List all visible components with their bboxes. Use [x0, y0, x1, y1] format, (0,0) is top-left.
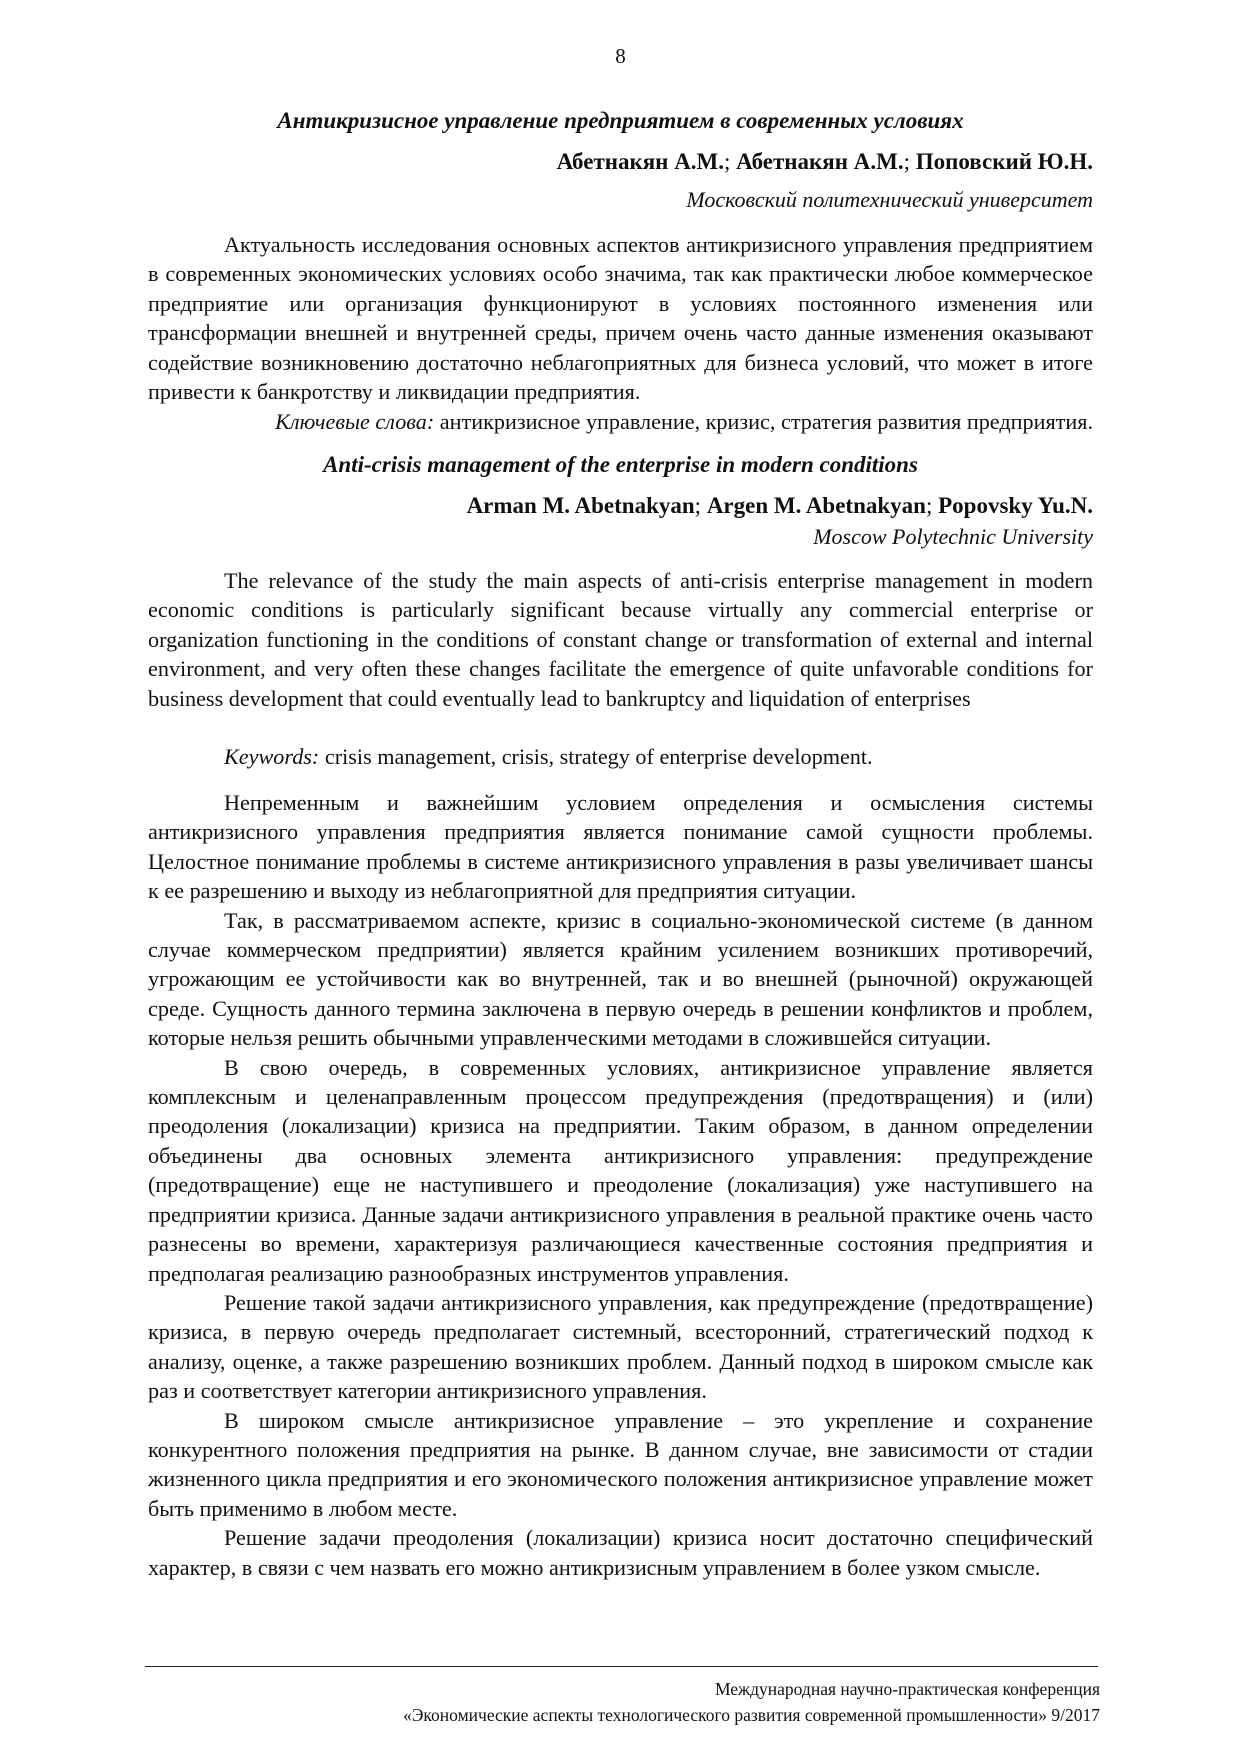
- en-authors: [148, 493, 1093, 519]
- ru-keywords: [148, 407, 1093, 436]
- footer-conference: Международная научно-практическая конференция: [714, 1679, 1100, 1699]
- en-keywords-label: Keywords:: [224, 744, 320, 769]
- ru-author-separator: ;: [903, 149, 916, 174]
- body-paragraph: Решение задачи преодоления (локализации) кризиса носит достаточно специфический характер, в связи с чем назвать его можно антикризисным управлением в более узком смысле.: [148, 1525, 1093, 1580]
- ru-header: [148, 108, 1093, 134]
- ru-author-3: Поповский Ю.Н.: [915, 149, 1093, 174]
- ru-author-2: Абетнакян А.М.: [736, 149, 904, 174]
- footer: [403, 1676, 1100, 1728]
- en-author-1: Arman M. Abetnakyan: [466, 493, 695, 518]
- ru-author-1: Абетнакян А.М.: [556, 149, 725, 174]
- en-author-3: Popovsky Yu.N.: [938, 493, 1093, 518]
- body-paragraph: Так, в рассматриваемом аспекте, кризис в социально-экономической системе (в данном случае коммерческом предприятии) является крайним усилением возникших противоречий, угрожающим ее устойчивости как во внутренней, так и во внешней (рыночной) окружающей среде. Сущность данного термина заключена в первую очередь в решении конфликтов и проблем, которые нельзя решить обычными управленческими методами в сложившейся ситуации.: [148, 907, 1093, 1051]
- ru-authors: [148, 149, 1093, 175]
- en-title: Anti-crisis management of the enterprise in modern conditions: [323, 452, 918, 477]
- footer-divider: [145, 1666, 1098, 1667]
- ru-abstract: Актуальность исследования основных аспектов антикризисного управления предприятием в современных экономических условиях особо значима, так как практически любое коммерческое предприятие или организация функционируют в условиях постоянного изменения или трансформации внешней и внутренней среды, причем очень часто данные изменения оказывают содействие возникновению достаточно неблагоприятных для бизнеса условий, что может в итоге привести к банкротству и ликвидации предприятия.: [148, 232, 1093, 405]
- ru-author-separator: ;: [724, 149, 737, 174]
- body-paragraph: Непременным и важнейшим условием определения и осмысления системы антикризисного управления предприятия является понимание самой сущности проблемы. Целостное понимание проблемы в системе антикризисного управления в разы увеличивает шансы к ее разрешению и выходу из неблагоприятной для предприятия ситуации.: [148, 790, 1093, 904]
- page-number: 8: [615, 44, 626, 68]
- ru-affiliation: Московский политехнический университет: [686, 187, 1093, 212]
- en-abstract: The relevance of the study the main aspects of anti-crisis enterprise management in modern economic conditions is particularly significant because virtually any commercial enterprise or organization functioning in the conditions of constant change or transformation of external and internal environment, and very often these changes facilitate the emergence of quite unfavorable conditions for business development that could eventually lead to bankruptcy and liquidation of enterprises: [148, 568, 1093, 711]
- body-paragraph: Решение такой задачи антикризисного управления, как предупреждение (предотвращение) кризиса, в первую очередь предполагает системный, всесторонний, стратегический подход к анализу, оценке, а также разрешению возникших проблем. Данный подход в широком смысле как раз и соответствует категории антикризисного управления.: [148, 1289, 1093, 1404]
- ru-title: Антикризисное управление предприятием в современных условиях: [277, 108, 964, 133]
- en-keywords-text: crisis management, crisis, strategy of enterprise development.: [319, 744, 873, 769]
- ru-keywords-text: антикризисное управление, кризис, стратегия развития предприятия.: [434, 409, 1093, 434]
- ru-keywords-label: Ключевые слова:: [275, 409, 435, 434]
- en-author-separator: ;: [694, 493, 707, 518]
- footer-journal: «Экономические аспекты технологического развития современной промышленности» 9/2017: [403, 1705, 1100, 1725]
- en-author-2: Argen M. Abetnakyan: [706, 493, 926, 518]
- body-paragraph: В широком смысле антикризисное управление – это укрепление и сохранение конкурентного положения предприятия на рынке. В данном случае, вне зависимости от стадии жизненного цикла предприятия и его экономического положения антикризисное управление может быть применимо в любом месте.: [148, 1407, 1093, 1521]
- body-text: [148, 788, 1093, 1582]
- en-author-separator: ;: [925, 493, 939, 518]
- en-affiliation: Moscow Polytechnic University: [813, 524, 1093, 549]
- en-keywords: [148, 742, 1093, 771]
- body-paragraph: В свою очередь, в современных условиях, антикризисное управление является комплексным и целенаправленным процессом предупреждения (предотвращения) и (или) преодоления (локализации) кризиса на предприятии. Таким образом, в данном определении объединены два основных элемента антикризисного управления: предупреждение (предотвращение) еще не наступившего и преодоление (локализация) уже наступившего на предприятии кризиса. Данные задачи антикризисного управления в реальной практике очень часто разнесены во времени, характеризуя различающиеся качественные состояния предприятия и предполагая реализацию разнообразных инструментов управления.: [148, 1054, 1093, 1286]
